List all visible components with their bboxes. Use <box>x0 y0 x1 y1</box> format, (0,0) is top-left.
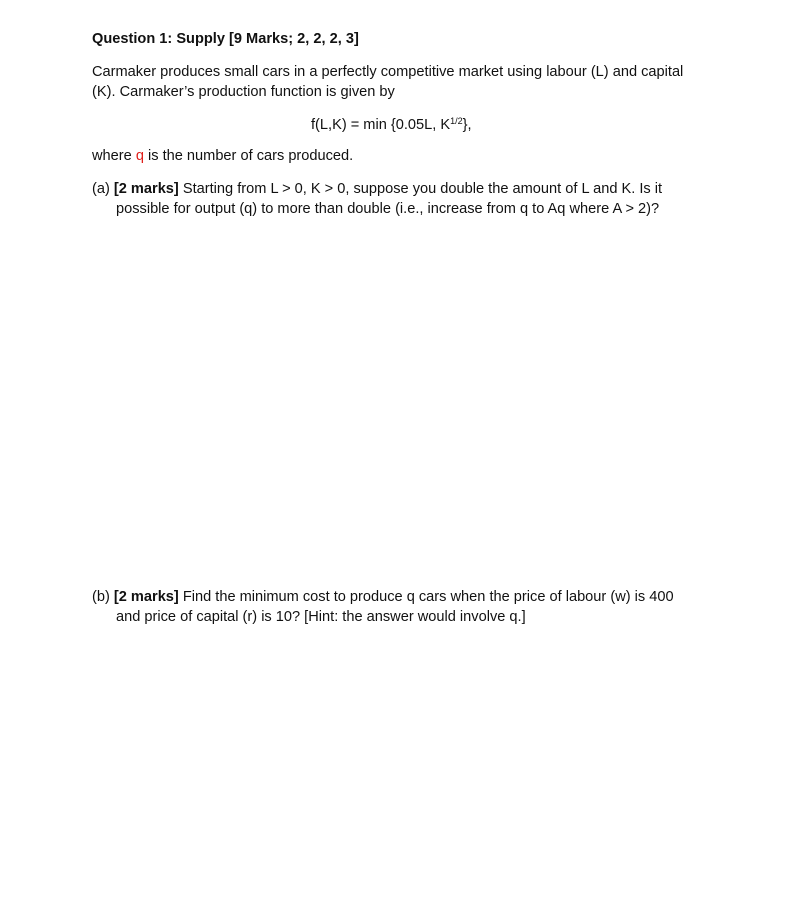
intro-line-1: Carmaker produces small cars in a perfectly competitive market using labour (L) and capital <box>92 64 684 80</box>
part-a-line-1 <box>92 179 712 199</box>
part-a-label: (a) <box>92 181 114 197</box>
part-b-marks: [2 marks] <box>113 589 179 605</box>
production-function-formula <box>311 115 472 135</box>
part-b-line-1 <box>92 587 712 607</box>
intro-line-2: (K). Carmaker’s production function is given by <box>92 84 395 100</box>
question-intro <box>92 62 712 102</box>
part-a-text-1: Starting from L > 0, K > 0, suppose you double the amount of L and K. Is it <box>178 181 663 197</box>
formula-exponent: 1/2 <box>450 116 463 126</box>
where-prefix: where <box>92 148 136 164</box>
part-a <box>92 179 712 219</box>
formula-main: f(L,K) = min {0.05L, K <box>311 117 451 133</box>
formula-end: }, <box>462 117 472 133</box>
where-suffix: is the number of cars produced. <box>143 148 354 164</box>
variable-q-highlight: q <box>135 148 144 164</box>
question-title: Question 1: Supply [9 Marks; 2, 2, 2, 3] <box>92 31 359 47</box>
variable-definition <box>92 146 353 166</box>
part-b-label: (b) <box>92 589 114 605</box>
part-a-marks: [2 marks] <box>113 181 179 197</box>
part-a-line-2: possible for output (q) to more than double (i.e., increase from q to Aq where A > 2)? <box>116 201 660 217</box>
part-b-line-2: and price of capital (r) is 10? [Hint: the answer would involve q.] <box>116 609 526 625</box>
part-b <box>92 587 712 627</box>
part-b-text-1: Find the minimum cost to produce q cars when the price of labour (w) is 400 <box>178 589 674 605</box>
